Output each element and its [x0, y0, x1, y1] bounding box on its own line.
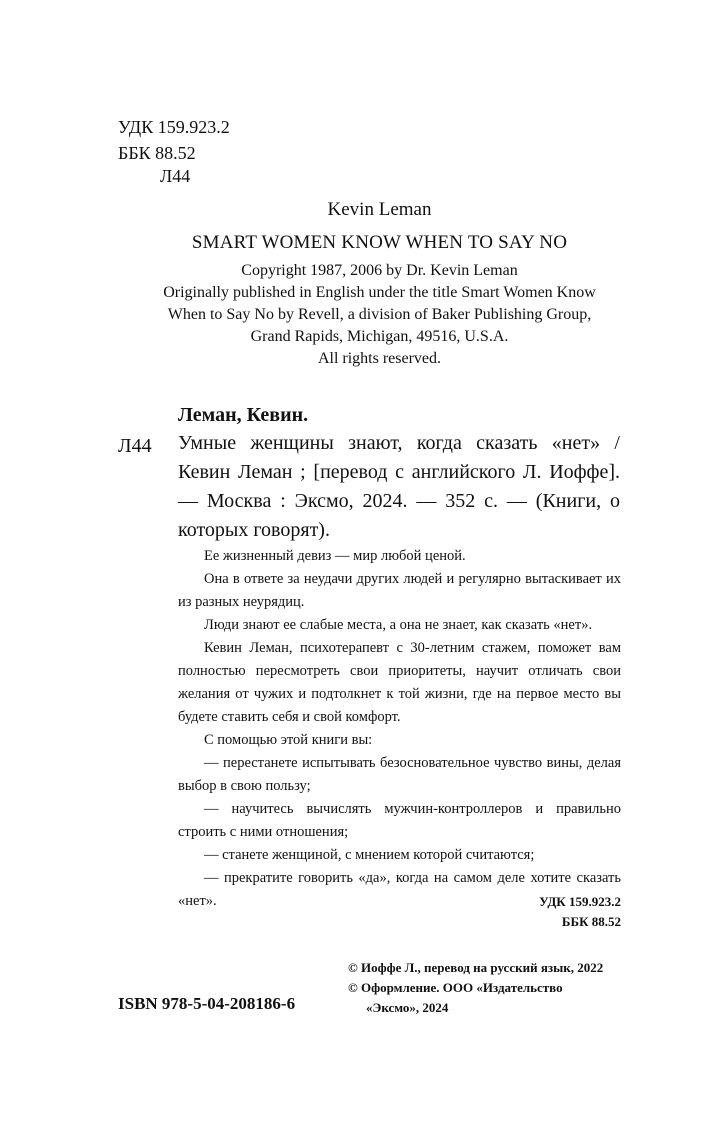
annotation-paragraph: Кевин Леман, психотерапевт с 30-летним стажем, поможет вам полностью пересмотреть свои приоритеты, научит отличать свои желания от чужих и подтолкнет к той жизни, где на первое место вы будете ставить себя и свой комфорт. [178, 640, 621, 725]
bibliographic-author-heading: Леман, Кевин. [178, 404, 309, 426]
annotation-paragraph: С помощью этой книги вы: [204, 732, 373, 748]
annotation-paragraph: — перестанете испытывать безосновательное чувство вины, делая выбор в свою пользу; [178, 755, 621, 794]
copyright-design-cont: «Эксмо», 2024 [366, 1000, 449, 1015]
copyright-translation: © Иоффе Л., перевод на русский язык, 2022 [348, 960, 604, 975]
annotation-paragraph: Люди знают ее слабые места, а она не знает, как сказать «нет». [204, 617, 593, 633]
annotation [178, 545, 621, 913]
annotation-paragraph: — прекратите говорить «да», когда на самом деле хотите сказать «нет». [178, 870, 621, 909]
copyright-line: Grand Rapids, Michigan, 49516, U.S.A. [250, 328, 509, 345]
copyright-line: Originally published in English under the title Smart Women Know [163, 284, 596, 301]
copyright-line: Copyright 1987, 2006 by Dr. Kevin Leman [241, 262, 518, 279]
annotation-paragraph: Ее жизненный девиз — мир любой ценой. [204, 548, 466, 564]
footer-classification [460, 892, 621, 932]
copyright-design: © Оформление. ООО «Издательство [348, 980, 563, 995]
bibliographic-description: Умные женщины знают, когда сказать «нет» / Кевин Леман ; [перевод с английского Л. Иоффе]. — Москва : Эксмо, 2024. — 352 с. — (Книги, о которых говорят). [178, 432, 620, 541]
annotation-paragraph: — станете женщиной, с мнением которой считаются; [204, 847, 535, 863]
footer-copyrights [348, 958, 621, 1018]
udk-code: УДК 159.923.2 [118, 117, 230, 137]
bbk-code: ББК 88.52 [118, 143, 196, 163]
copyright-line: All rights reserved. [317, 350, 442, 367]
isbn: ISBN 978-5-04-208186-6 [118, 994, 296, 1013]
annotation-paragraph: Она в ответе за неудачи других людей и регулярно вытаскивает их из разных неурядиц. [178, 571, 621, 610]
original-title: SMART WOMEN KNOW WHEN TO SAY NO [191, 232, 568, 253]
footer-bbk: ББК 88.52 [561, 914, 621, 929]
annotation-paragraph: — научитесь вычислять мужчин-контроллеров и правильно строить с ними отношения; [178, 801, 621, 840]
copyright-notice [100, 260, 659, 370]
author-sign-code: Л44 [160, 166, 191, 186]
original-author: Kevin Leman [327, 199, 432, 220]
footer-udk: УДК 159.923.2 [539, 894, 621, 909]
copyright-line: When to Say No by Revell, a division of Baker Publishing Group, [167, 306, 592, 323]
bibliographic-code: Л44 [118, 435, 152, 457]
